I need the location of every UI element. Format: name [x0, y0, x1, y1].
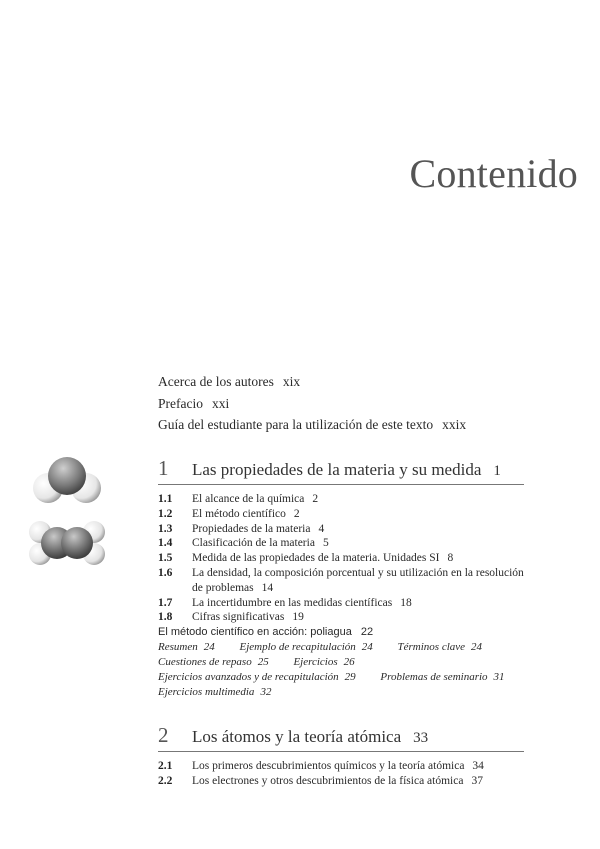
chapter-2	[158, 723, 524, 789]
special-feature-title: El método científico en acción: poliagua	[158, 626, 352, 639]
section-row[interactable]	[158, 522, 524, 537]
section-page: 2	[293, 507, 300, 520]
end-matter-title: Resumen	[158, 641, 198, 654]
end-matter-page: 26	[343, 656, 355, 669]
end-matter-item-resumen[interactable]	[158, 641, 215, 653]
section-number: 2.1	[158, 760, 173, 772]
special-feature-page: 22	[360, 626, 374, 639]
section-page: 37	[471, 774, 483, 787]
chapter-title: Las propiedades de la materia y su medida	[192, 460, 482, 479]
chapter-heading[interactable]	[158, 723, 524, 752]
entry-page: xxi	[211, 395, 230, 411]
section-list	[158, 492, 524, 700]
toc-entry-student-guide[interactable]	[158, 414, 466, 436]
section-page: 18	[400, 596, 412, 609]
section-row[interactable]	[158, 507, 524, 522]
section-number: 1.3	[158, 522, 173, 535]
section-title: La incertidumbre en las medidas científicas	[192, 596, 393, 609]
section-number: 1.7	[158, 596, 173, 609]
end-matter-line	[158, 655, 524, 670]
section-row[interactable]	[158, 774, 524, 789]
section-number: 2.2	[158, 774, 173, 787]
section-list	[158, 759, 524, 789]
end-matter-item-cuestiones[interactable]	[158, 656, 269, 668]
ethylene-molecule-icon	[26, 516, 108, 568]
end-matter-item-ejercicios[interactable]	[293, 656, 354, 668]
end-matter-page: 24	[361, 641, 373, 654]
section-page: 19	[292, 611, 304, 624]
section-row[interactable]	[158, 551, 524, 566]
section-page: 34	[472, 760, 484, 772]
chapter-1	[158, 456, 524, 700]
section-title: Los electrones y otros descubrimientos de la física atómica	[192, 774, 464, 787]
end-matter-item-avanzados[interactable]	[158, 671, 356, 683]
front-matter-list	[158, 371, 466, 436]
end-matter-title: Cuestiones de repaso	[158, 656, 252, 669]
end-matter-title: Problemas de seminario	[380, 671, 488, 684]
entry-title: Guía del estudiante para la utilización de este texto	[158, 417, 434, 432]
section-page: 5	[322, 537, 329, 550]
end-matter-title: Términos clave	[397, 641, 466, 654]
end-matter-title: Ejercicios avanzados y de recapitulación	[158, 671, 339, 684]
section-row[interactable]	[158, 610, 524, 625]
water-molecule-icon	[28, 452, 108, 510]
chapter-title: Los átomos y la teoría atómica	[192, 727, 402, 746]
end-matter-title: Ejercicios multimedia	[158, 686, 255, 699]
section-number: 1.1	[158, 493, 173, 505]
section-page: 4	[318, 522, 325, 535]
section-title: El alcance de la química	[192, 493, 305, 505]
special-feature-entry[interactable]	[158, 625, 524, 640]
chapter-heading[interactable]	[158, 456, 524, 485]
end-matter-item-ejemplo[interactable]	[239, 641, 372, 653]
section-title: Los primeros descubrimientos químicos y la teoría atómica	[192, 760, 465, 772]
end-matter-line	[158, 685, 524, 700]
section-row[interactable]	[158, 566, 524, 596]
section-row[interactable]	[158, 596, 524, 611]
section-title: Propiedades de la materia	[192, 522, 311, 535]
end-matter-line	[158, 670, 524, 685]
toc-entry-authors[interactable]	[158, 371, 466, 393]
end-matter-page: 25	[257, 656, 269, 669]
section-title: La densidad, la composición porcentual y su utilización en la resolución de problemas	[192, 566, 524, 594]
section-page: 14	[261, 581, 274, 594]
entry-title: Prefacio	[158, 395, 203, 411]
section-row[interactable]	[158, 492, 524, 507]
section-title: Clasificación de la materia	[192, 537, 315, 550]
end-matter-page: 24	[471, 641, 483, 654]
chapter-page: 1	[493, 463, 501, 479]
end-matter-page: 29	[344, 671, 356, 684]
entry-title: Acerca de los autores	[158, 374, 274, 389]
end-matter-item-seminario[interactable]	[380, 671, 504, 683]
end-matter-item-multimedia[interactable]	[158, 686, 271, 698]
chapter-number: 2	[158, 723, 169, 747]
toc-entry-preface[interactable]	[158, 393, 466, 415]
section-number: 1.8	[158, 611, 173, 624]
end-matter-title: Ejemplo de recapitulación	[239, 641, 356, 654]
section-row[interactable]	[158, 536, 524, 551]
end-matter-page: 31	[493, 671, 505, 684]
entry-page: xix	[282, 374, 301, 389]
section-page: 8	[447, 552, 454, 565]
end-matter-page: 32	[260, 686, 272, 699]
end-matter-title: Ejercicios	[293, 656, 338, 669]
section-row[interactable]	[158, 759, 524, 774]
section-number: 1.5	[158, 552, 173, 565]
chapter-page: 33	[413, 730, 429, 746]
end-matter-item-terminos[interactable]	[398, 641, 483, 653]
section-title: Medida de las propiedades de la materia. Unidades SI	[192, 552, 440, 565]
entry-page: xxix	[442, 417, 467, 432]
section-page: 2	[312, 493, 319, 505]
page-title: Contenido	[409, 151, 578, 196]
chapter-number: 1	[158, 456, 169, 480]
section-number: 1.4	[158, 537, 173, 550]
section-title: Cifras significativas	[192, 611, 285, 624]
end-matter-page: 24	[203, 641, 215, 654]
section-title: El método científico	[192, 507, 286, 520]
section-number: 1.2	[158, 507, 173, 520]
section-number: 1.6	[158, 566, 173, 579]
end-matter-line	[158, 640, 524, 655]
